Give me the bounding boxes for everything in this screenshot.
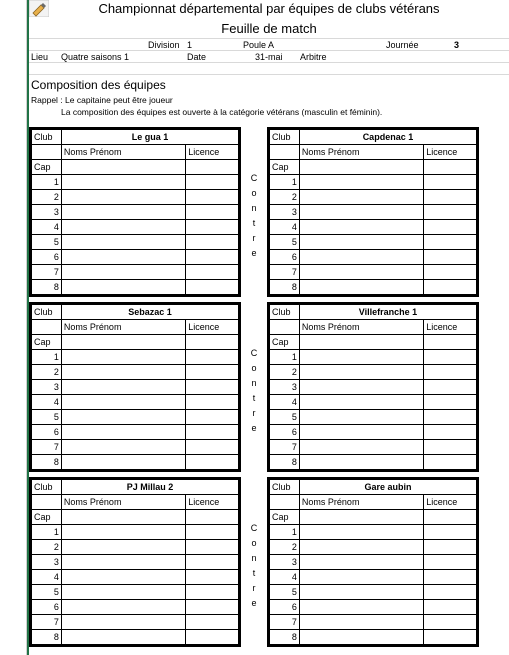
player-licence-cell[interactable] [424,190,477,205]
blank-header-cell [32,145,62,160]
player-number: 1 [270,175,300,190]
cap-name-cell[interactable] [61,335,185,350]
cap-name-cell[interactable] [61,510,185,525]
player-name-cell[interactable] [299,540,423,555]
player-name-cell[interactable] [61,440,185,455]
noms-header: Noms Prénom [61,145,185,160]
player-name-cell[interactable] [61,585,185,600]
player-licence-cell[interactable] [186,540,239,555]
player-licence-cell[interactable] [424,380,477,395]
player-row [32,205,239,220]
player-row [32,570,239,585]
cap-licence-cell[interactable] [186,335,239,350]
player-row [270,410,477,425]
player-number: 5 [270,585,300,600]
player-name-cell[interactable] [61,615,185,630]
team-table [269,129,477,295]
player-name-cell[interactable] [299,525,423,540]
header-row-division [29,38,509,50]
player-licence-cell[interactable] [424,630,477,645]
player-number: 4 [32,570,62,585]
player-row [32,265,239,280]
contre-letter: C [250,523,258,533]
player-row [32,220,239,235]
player-name-cell[interactable] [61,280,185,295]
player-licence-cell[interactable] [424,205,477,220]
player-licence-cell[interactable] [186,250,239,265]
player-number: 3 [270,205,300,220]
player-row [270,395,477,410]
player-row [32,280,239,295]
player-name-cell[interactable] [299,615,423,630]
licence-header: Licence [186,145,239,160]
player-name-cell[interactable] [61,235,185,250]
club-name[interactable]: Gare aubin [299,480,476,495]
noms-header: Noms Prénom [299,320,423,335]
club-name[interactable]: Villefranche 1 [299,305,476,320]
date-label: Date [187,52,207,62]
team-table [31,479,239,645]
licence-header: Licence [424,495,477,510]
player-licence-cell[interactable] [424,540,477,555]
player-licence-cell[interactable] [424,585,477,600]
team-away-block [267,127,479,297]
club-label: Club [270,480,300,495]
team-away-block [267,302,479,472]
player-row [270,630,477,645]
team-table [269,479,477,645]
player-number: 5 [270,235,300,250]
player-licence-cell[interactable] [424,250,477,265]
player-name-cell[interactable] [299,425,423,440]
player-name-cell[interactable] [299,175,423,190]
blank-header-cell [270,145,300,160]
player-name-cell[interactable] [61,190,185,205]
player-name-cell[interactable] [299,455,423,470]
team-away-block [267,477,479,647]
team-table [31,129,239,295]
player-name-cell[interactable] [299,440,423,455]
player-number: 2 [270,190,300,205]
player-licence-cell[interactable] [186,350,239,365]
player-number: 7 [32,265,62,280]
player-row [270,525,477,540]
player-number: 8 [270,630,300,645]
blank-header-cell [32,320,62,335]
player-name-cell[interactable] [61,410,185,425]
player-name-cell[interactable] [299,265,423,280]
player-row [270,440,477,455]
player-licence-cell[interactable] [186,630,239,645]
player-name-cell[interactable] [61,555,185,570]
player-name-cell[interactable] [299,570,423,585]
player-row [270,205,477,220]
player-row [32,380,239,395]
player-name-cell[interactable] [61,630,185,645]
player-row [270,220,477,235]
contre-letter: e [251,423,257,433]
player-row [32,585,239,600]
player-name-cell[interactable] [299,280,423,295]
team-home-block [29,477,241,647]
cap-name-cell[interactable] [299,160,423,175]
player-number: 4 [270,395,300,410]
noms-header: Noms Prénom [61,495,185,510]
player-number: 6 [270,425,300,440]
player-licence-cell[interactable] [186,395,239,410]
player-row [270,265,477,280]
player-number: 3 [32,205,62,220]
player-name-cell[interactable] [61,365,185,380]
player-number: 8 [270,280,300,295]
player-number: 4 [270,570,300,585]
player-row [270,280,477,295]
cap-name-cell[interactable] [61,160,185,175]
player-name-cell[interactable] [299,250,423,265]
club-label: Club [32,480,62,495]
sheet-subtitle: Feuille de match [221,21,317,36]
player-number: 1 [32,175,62,190]
player-row [32,630,239,645]
team-table [269,304,477,470]
player-name-cell[interactable] [61,540,185,555]
contre-letter: o [251,363,257,373]
player-row [32,525,239,540]
player-row [32,175,239,190]
player-licence-cell[interactable] [424,175,477,190]
player-name-cell[interactable] [299,600,423,615]
player-licence-cell[interactable] [186,205,239,220]
player-row [270,175,477,190]
player-row [270,350,477,365]
contre-label [248,346,260,436]
player-name-cell[interactable] [299,630,423,645]
cap-label: Cap [32,335,62,350]
lieu-label: Lieu [31,52,49,62]
cap-label: Cap [270,160,300,175]
player-licence-cell[interactable] [424,525,477,540]
header-row-lieu [29,50,509,62]
player-number: 5 [32,410,62,425]
player-licence-cell[interactable] [186,280,239,295]
player-licence-cell[interactable] [424,615,477,630]
player-row [270,190,477,205]
cap-licence-cell[interactable] [186,160,239,175]
contre-letter: n [251,203,257,213]
player-row [270,425,477,440]
player-row [32,365,239,380]
player-row [270,250,477,265]
player-name-cell[interactable] [299,380,423,395]
player-licence-cell[interactable] [186,235,239,250]
cap-licence-cell[interactable] [424,510,477,525]
player-number: 6 [32,250,62,265]
player-licence-cell[interactable] [186,410,239,425]
player-row [32,235,239,250]
player-number: 8 [32,630,62,645]
player-number: 7 [32,615,62,630]
player-name-cell[interactable] [61,205,185,220]
player-licence-cell[interactable] [186,190,239,205]
player-name-cell[interactable] [299,410,423,425]
player-row [32,555,239,570]
club-label: Club [270,130,300,145]
player-number: 7 [270,615,300,630]
player-name-cell[interactable] [299,555,423,570]
player-row [32,250,239,265]
noms-header: Noms Prénom [299,495,423,510]
player-licence-cell[interactable] [186,425,239,440]
player-number: 5 [270,410,300,425]
cap-licence-cell[interactable] [186,510,239,525]
player-number: 3 [270,380,300,395]
player-name-cell[interactable] [61,425,185,440]
player-name-cell[interactable] [61,570,185,585]
player-name-cell[interactable] [299,585,423,600]
player-number: 1 [32,525,62,540]
division-value[interactable]: 1 [187,40,193,50]
composition-note: La composition des équipes est ouverte à la catégorie vétérans (masculin et féminin). [61,107,383,117]
player-name-cell[interactable] [299,395,423,410]
contre-letter: r [252,583,256,593]
player-name-cell[interactable] [299,365,423,380]
player-name-cell[interactable] [61,265,185,280]
player-name-cell[interactable] [299,205,423,220]
player-number: 2 [32,540,62,555]
player-licence-cell[interactable] [186,365,239,380]
noms-header: Noms Prénom [299,145,423,160]
player-licence-cell[interactable] [424,350,477,365]
player-licence-cell[interactable] [186,570,239,585]
player-licence-cell[interactable] [424,395,477,410]
player-row [32,350,239,365]
player-row [32,615,239,630]
team-table [31,304,239,470]
player-number: 2 [32,365,62,380]
player-number: 8 [32,455,62,470]
club-label: Club [32,130,62,145]
player-number: 5 [32,235,62,250]
player-licence-cell[interactable] [424,555,477,570]
player-licence-cell[interactable] [424,220,477,235]
player-row [32,190,239,205]
grid-line [29,62,509,63]
player-number: 6 [32,600,62,615]
player-licence-cell[interactable] [424,235,477,250]
contre-letter: e [251,248,257,258]
club-label: Club [270,305,300,320]
player-name-cell[interactable] [61,455,185,470]
player-number: 7 [270,440,300,455]
contre-letter: o [251,188,257,198]
contre-letter: e [251,598,257,608]
blank-header-cell [32,495,62,510]
cap-licence-cell[interactable] [424,335,477,350]
licence-header: Licence [186,320,239,335]
player-row [270,235,477,250]
journee-value[interactable]: 3 [454,40,460,50]
player-row [270,455,477,470]
licence-header: Licence [186,495,239,510]
player-number: 2 [270,365,300,380]
player-row [32,395,239,410]
player-licence-cell[interactable] [424,280,477,295]
rappel-note: Rappel : Le capitaine peut être joueur [31,95,173,105]
player-row [32,410,239,425]
player-row [32,455,239,470]
player-number: 5 [32,585,62,600]
contre-label [248,521,260,611]
contre-letter: r [252,408,256,418]
team-home-block [29,302,241,472]
cap-licence-cell[interactable] [424,160,477,175]
blank-header-cell [270,320,300,335]
player-name-cell[interactable] [61,175,185,190]
contre-letter: t [252,393,256,403]
licence-header: Licence [424,320,477,335]
player-number: 1 [270,525,300,540]
contre-letter: n [251,553,257,563]
player-number: 7 [270,265,300,280]
player-licence-cell[interactable] [186,600,239,615]
cap-label: Cap [270,510,300,525]
cap-label: Cap [270,335,300,350]
player-licence-cell[interactable] [424,410,477,425]
player-name-cell[interactable] [61,250,185,265]
player-number: 1 [32,350,62,365]
player-number: 4 [32,395,62,410]
player-name-cell[interactable] [61,600,185,615]
licence-header: Licence [424,145,477,160]
player-name-cell[interactable] [61,395,185,410]
contre-letter: n [251,378,257,388]
player-name-cell[interactable] [299,220,423,235]
contre-label [248,171,260,261]
division-label: Division [148,40,180,50]
player-name-cell[interactable] [299,190,423,205]
row-header-strip [0,0,27,655]
noms-header: Noms Prénom [61,320,185,335]
worksheet[interactable] [29,0,509,655]
player-name-cell[interactable] [61,525,185,540]
player-licence-cell[interactable] [186,380,239,395]
player-number: 6 [270,250,300,265]
player-number: 4 [32,220,62,235]
contre-letter: t [252,568,256,578]
contre-letter: o [251,538,257,548]
journee-label: Journée [386,40,419,50]
player-name-cell[interactable] [61,380,185,395]
club-name[interactable]: PJ Millau 2 [61,480,238,495]
arbitre-label: Arbitre [300,52,327,62]
player-licence-cell[interactable] [186,455,239,470]
player-name-cell[interactable] [299,350,423,365]
player-row [270,380,477,395]
player-licence-cell[interactable] [186,440,239,455]
player-number: 6 [32,425,62,440]
player-licence-cell[interactable] [424,365,477,380]
player-number: 8 [32,280,62,295]
player-licence-cell[interactable] [424,600,477,615]
lieu-value[interactable]: Quatre saisons 1 [61,52,130,62]
player-licence-cell[interactable] [424,425,477,440]
player-licence-cell[interactable] [186,265,239,280]
player-licence-cell[interactable] [424,455,477,470]
player-name-cell[interactable] [61,220,185,235]
player-number: 3 [32,555,62,570]
player-row [32,540,239,555]
club-name[interactable]: Capdenac 1 [299,130,476,145]
player-licence-cell[interactable] [424,440,477,455]
player-row [270,585,477,600]
section-title: Composition des équipes [31,78,166,92]
date-value[interactable]: 31-mai [255,52,283,62]
player-row [32,440,239,455]
grid-line [29,74,509,75]
player-number: 2 [270,540,300,555]
cap-label: Cap [32,510,62,525]
club-name[interactable]: Le gua 1 [61,130,238,145]
player-licence-cell[interactable] [424,265,477,280]
player-number: 2 [32,190,62,205]
cap-name-cell[interactable] [299,510,423,525]
cap-label: Cap [32,160,62,175]
club-label: Club [32,305,62,320]
cap-name-cell[interactable] [299,335,423,350]
player-licence-cell[interactable] [424,570,477,585]
player-licence-cell[interactable] [186,525,239,540]
player-number: 7 [32,440,62,455]
contre-letter: C [250,348,258,358]
player-number: 3 [270,555,300,570]
player-row [270,615,477,630]
player-name-cell[interactable] [61,350,185,365]
player-name-cell[interactable] [299,235,423,250]
player-licence-cell[interactable] [186,585,239,600]
player-number: 3 [32,380,62,395]
player-row [270,600,477,615]
poule-label[interactable]: Poule A [243,40,275,50]
player-number: 4 [270,220,300,235]
player-row [270,570,477,585]
player-number: 6 [270,600,300,615]
player-licence-cell[interactable] [186,220,239,235]
blank-header-cell [270,495,300,510]
contre-letter: C [250,173,258,183]
player-licence-cell[interactable] [186,175,239,190]
player-number: 8 [270,455,300,470]
player-row [270,540,477,555]
team-home-block [29,127,241,297]
contre-letter: r [252,233,256,243]
club-name[interactable]: Sebazac 1 [61,305,238,320]
contre-letter: t [252,218,256,228]
player-licence-cell[interactable] [186,615,239,630]
player-licence-cell[interactable] [186,555,239,570]
player-number: 1 [270,350,300,365]
player-row [32,600,239,615]
player-row [270,365,477,380]
player-row [32,425,239,440]
sheet-title: Championnat départemental par équipes de clubs vétérans [98,1,440,16]
player-row [270,555,477,570]
